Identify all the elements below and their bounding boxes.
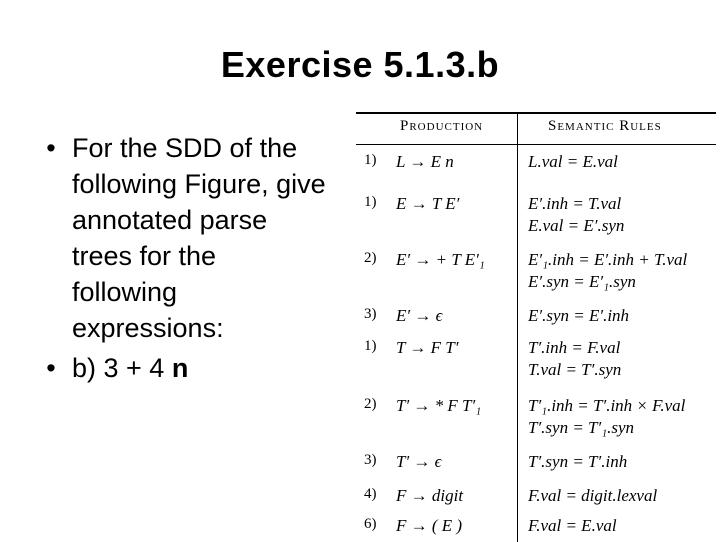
bullet-item-expression [40,350,360,386]
semantic-rule: T′.syn = T′₁.syn [528,418,635,437]
bullet-line: For the SDD of the [72,133,298,163]
row-number: 3) [364,452,377,468]
production-cell: F → digit [396,486,464,505]
bullet-glyph: • [46,353,56,383]
header-production: Production [400,118,484,134]
row-number: 6) [364,516,377,532]
row-number: 2) [364,396,377,412]
semantic-rule: E′.syn = E′.inh [528,306,630,325]
semantic-rule: E′.syn = E′₁.syn [528,272,636,291]
expression-text: b) 3 + 4 [72,353,172,383]
table-header-rule [356,144,716,145]
header-semantic-rules: Semantic Rules [548,118,662,134]
table-top-rule [356,112,716,114]
row-number: 1) [364,194,377,210]
expression-token-n: n [171,353,189,383]
bullet-list [40,130,360,386]
bullet-line: annotated parse [72,205,268,235]
semantic-rule: T′.inh = F.val [528,338,621,357]
semantic-rule: T.val = T′.syn [528,360,622,379]
production-cell: F → ( E ) [396,516,463,535]
row-number: 4) [364,486,377,502]
bullet-line: following [72,277,178,307]
production-cell: L → E n [396,152,454,171]
bullet-line: expressions: [72,313,224,343]
bullet-glyph: • [46,133,56,163]
semantic-rule: L.val = E.val [528,152,618,171]
production-cell: E′ → + T E′₁ [396,250,485,269]
semantic-rule: E.val = E′.syn [528,216,625,235]
row-number: 1) [364,152,377,168]
bullet-line: following Figure, give [72,169,326,199]
semantic-rule: E′.inh = T.val [528,194,622,213]
row-number: 1) [364,338,377,354]
semantic-rule: T′₁.inh = T′.inh × F.val [528,396,686,415]
semantic-rule: T′.syn = T′.inh [528,452,628,471]
table-column-divider [517,112,518,542]
production-cell: T′ → * F T′₁ [396,396,482,415]
semantic-rule: F.val = E.val [528,516,617,535]
slide-title: Exercise 5.1.3.b [220,44,500,85]
sdd-table [356,110,720,540]
bullet-line: trees for the [72,241,217,271]
row-number: 2) [364,250,377,266]
production-cell: E → T E′ [396,194,460,213]
semantic-rule: F.val = digit.lexval [528,486,658,505]
bullet-item-instructions [40,130,360,346]
production-cell: T → F T′ [396,338,459,357]
row-number: 3) [364,306,377,322]
semantic-rule: E′₁.inh = E′.inh + T.val [528,250,688,269]
production-cell: E′ → ϵ [396,306,443,325]
production-cell: T′ → ϵ [396,452,442,471]
